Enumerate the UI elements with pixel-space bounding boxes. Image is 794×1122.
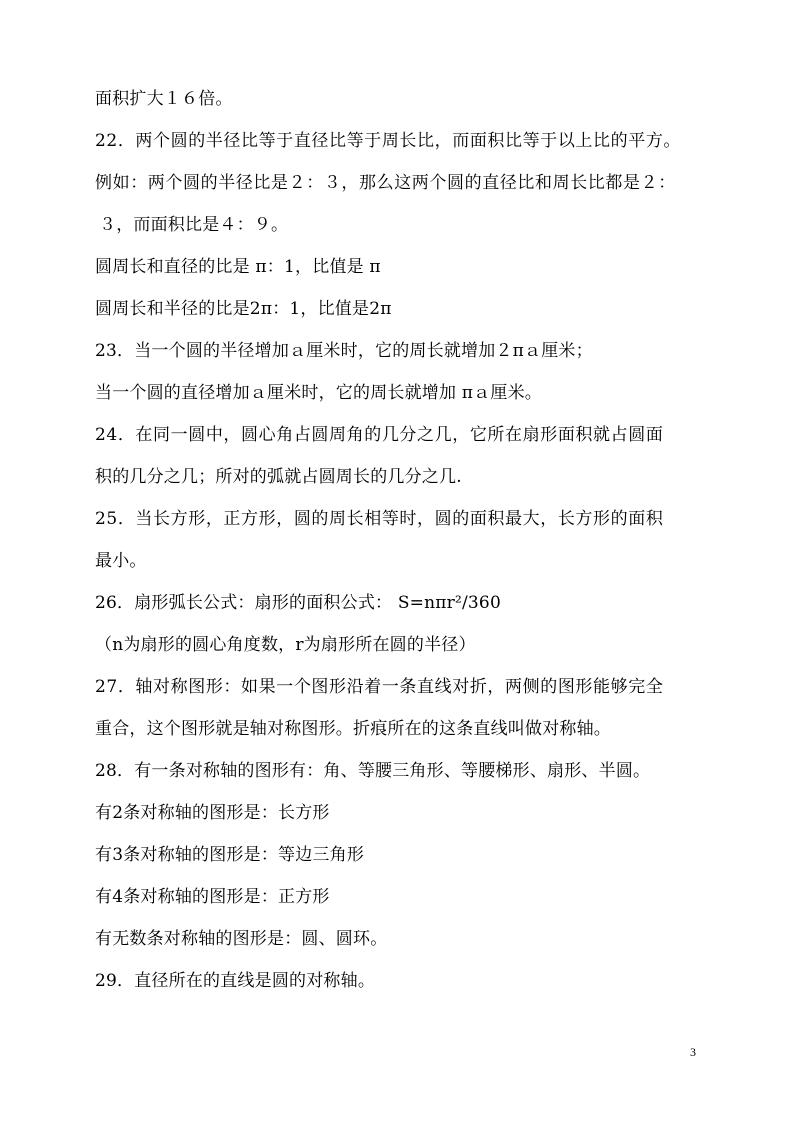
text-line-circumference-radius: 圆周长和半径的比是2π：1，比值是2π — [95, 299, 392, 319]
text-line-item-28: 28．有一条对称轴的图形有：角、等腰三角形、等腰梯形、扇形、半圆。 — [95, 761, 651, 781]
text-line-item-23-diameter: 当一个圆的直径增加ａ厘米时，它的周长就增加 πａ厘米。 — [95, 383, 542, 403]
text-line-four-axes: 有4条对称轴的图形是：正方形 — [95, 887, 330, 907]
text-line-item-26-note: （n为扇形的圆心角度数，r为扇形所在圆的半径） — [95, 635, 476, 655]
text-line-item-24: 24．在同一圆中，圆心角占圆周角的几分之几，它所在扇形面积就占圆面 — [95, 425, 664, 445]
text-line-item-23-radius: 23．当一个圆的半径增加ａ厘米时，它的周长就增加２πａ厘米； — [95, 341, 593, 361]
page-number: 3 — [690, 1045, 696, 1059]
text-line-two-axes: 有2条对称轴的图形是：长方形 — [95, 803, 330, 823]
text-line-example: 例如：两个圆的半径比是２：３，那么这两个圆的直径比和周长比都是２： — [95, 173, 676, 193]
text-line-area-16x: 面积扩大１６倍。 — [95, 89, 233, 109]
text-line-item-25-cont: 最小。 — [95, 551, 147, 571]
text-line-area-ratio: ３，而面积比是４：９。 — [99, 215, 289, 235]
text-line-item-29: 29．直径所在的直线是圆的对称轴。 — [95, 971, 376, 991]
text-line-three-axes: 有3条对称轴的图形是：等边三角形 — [95, 845, 365, 865]
text-line-infinite-axes: 有无数条对称轴的图形是：圆、圆环。 — [95, 929, 388, 949]
text-line-item-22: 22．两个圆的半径比等于直径比等于周长比，而面积比等于以上比的平方。 — [95, 131, 682, 151]
text-line-item-27-cont: 重合，这个图形就是轴对称图形。折痕所在的这条直线叫做对称轴。 — [95, 719, 611, 739]
text-line-item-26: 26．扇形弧长公式：扇形的面积公式： S=nπr²/360 — [95, 593, 501, 613]
text-line-item-25: 25．当长方形，正方形，圆的周长相等时，圆的面积最大，长方形的面积 — [95, 509, 664, 529]
text-line-item-27: 27．轴对称图形：如果一个图形沿着一条直线对折，两侧的图形能够完全 — [95, 677, 664, 697]
text-line-item-24-cont: 积的几分之几；所对的弧就占圆周长的几分之几. — [95, 467, 462, 487]
text-line-circumference-diameter: 圆周长和直径的比是 π：1，比值是 π — [95, 257, 381, 277]
